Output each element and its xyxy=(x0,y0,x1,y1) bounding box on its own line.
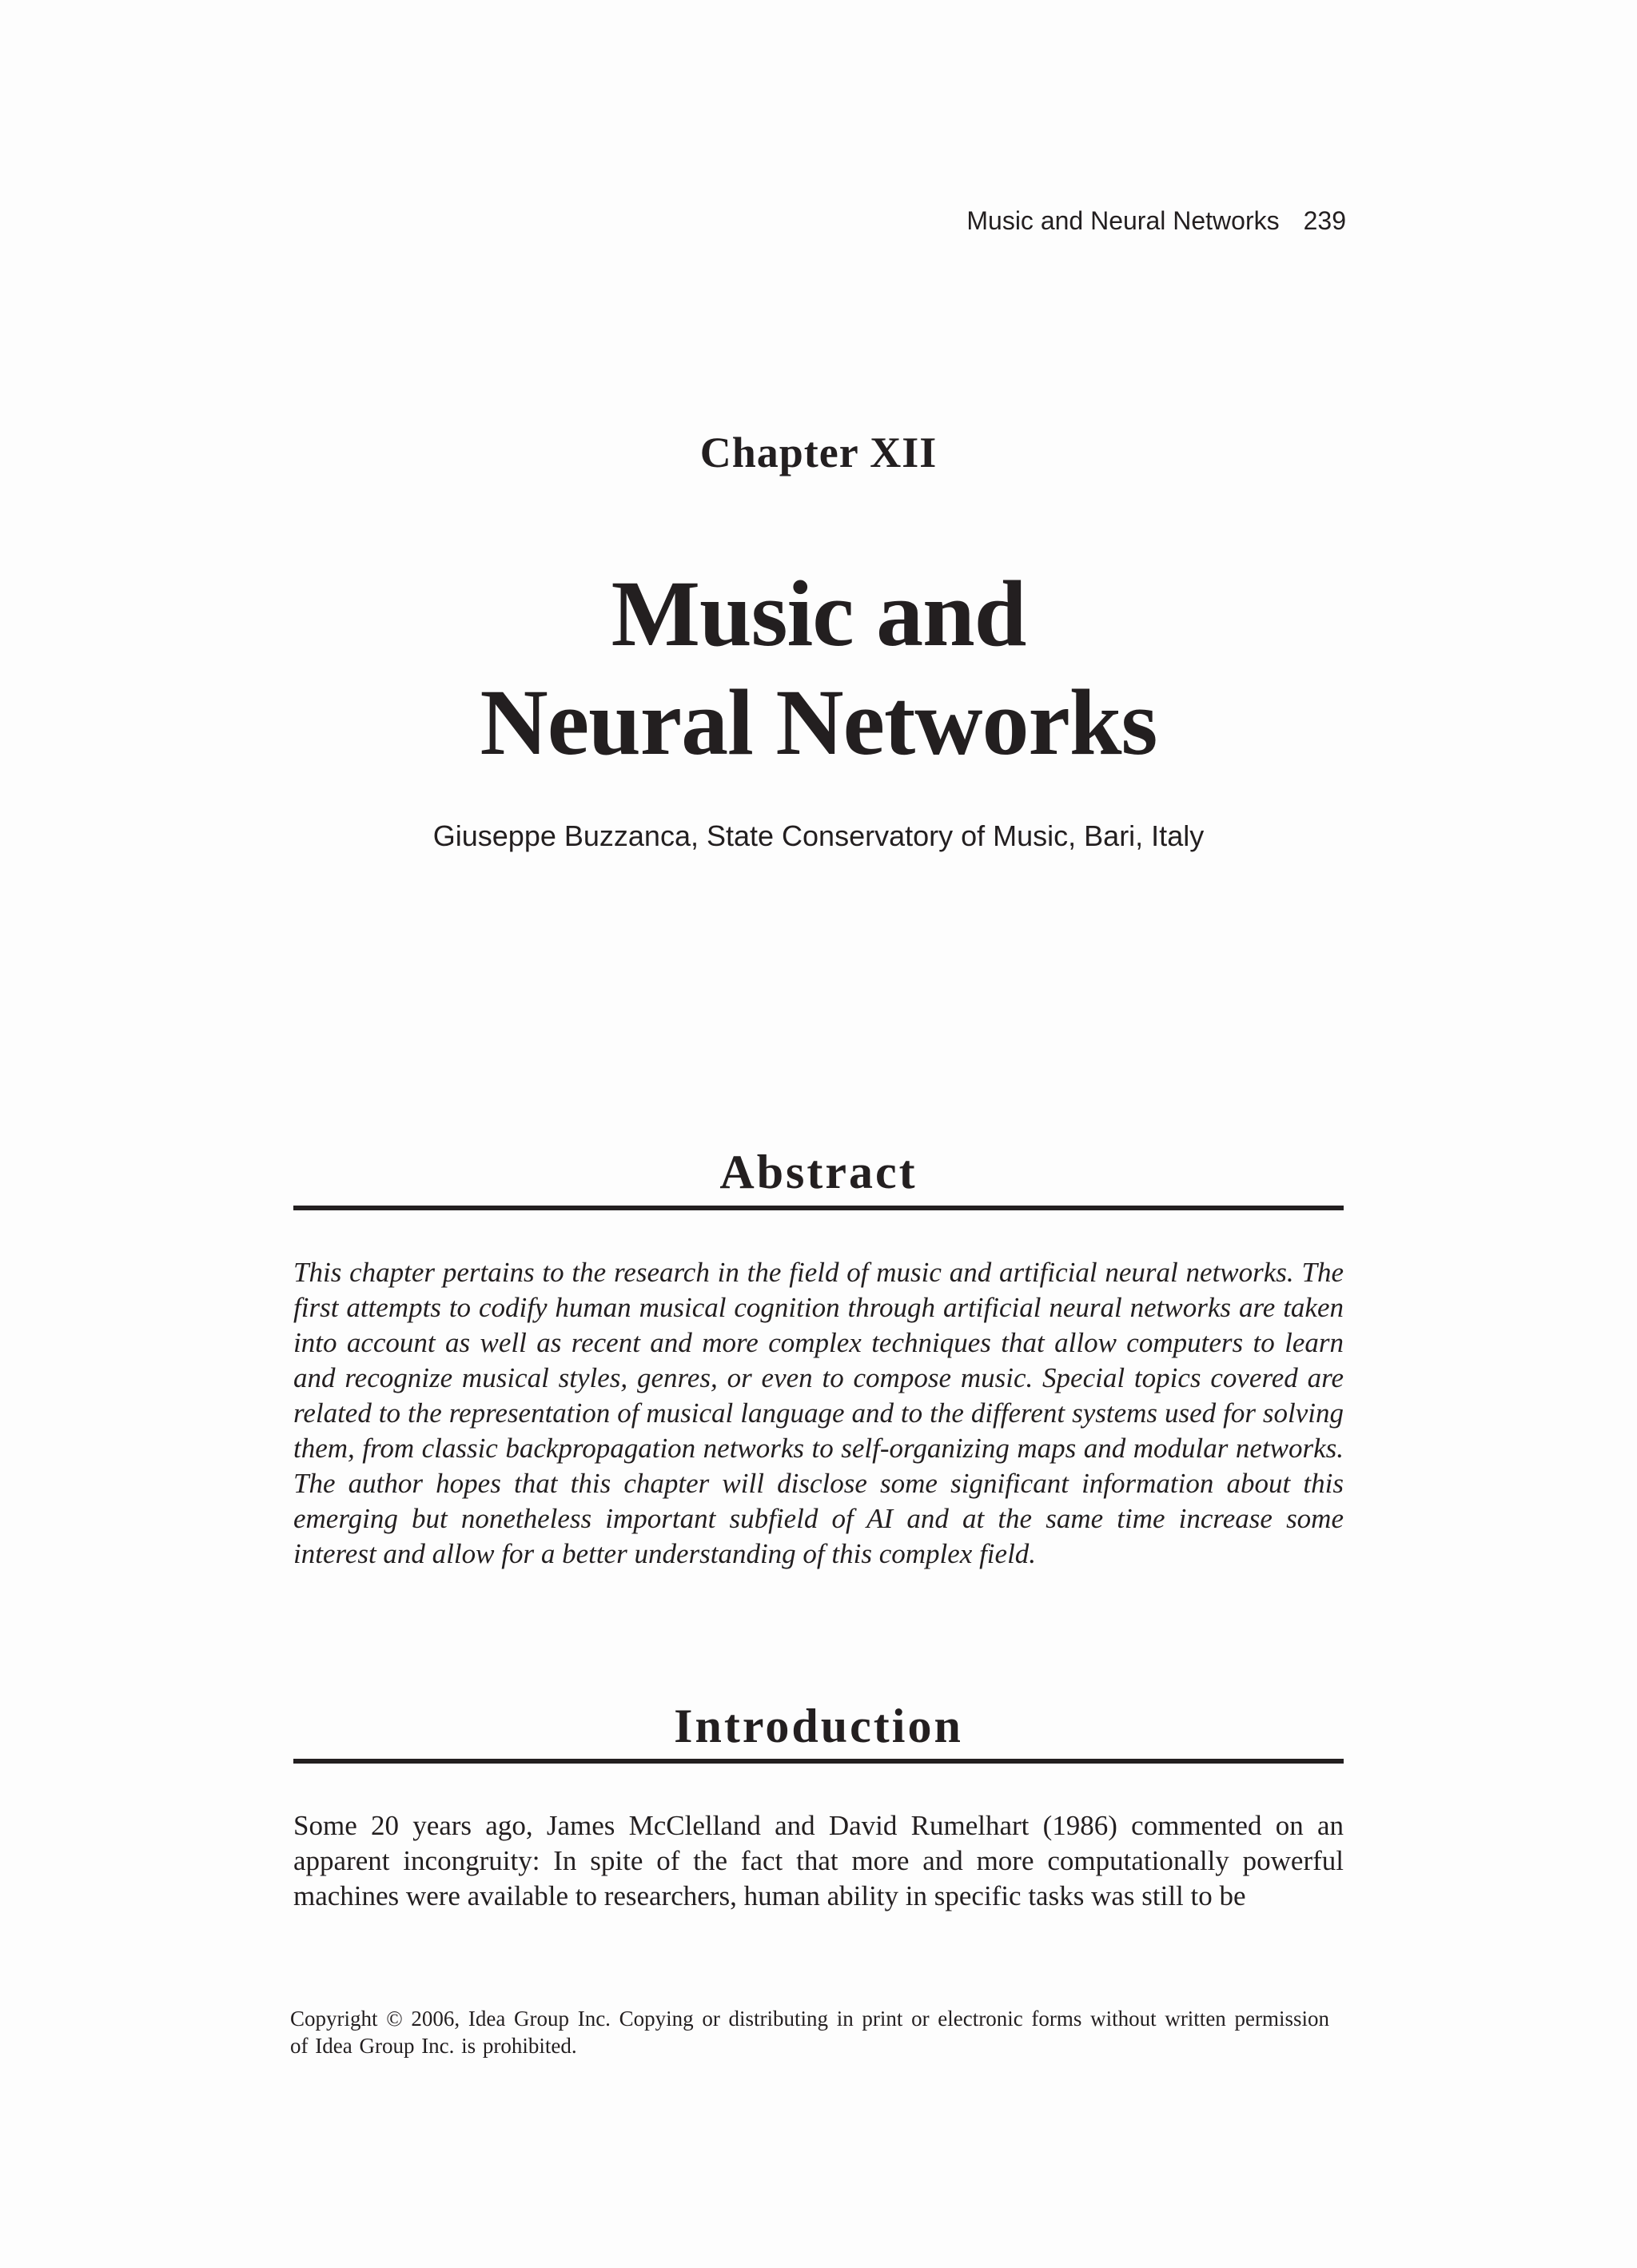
introduction-text: Some 20 years ago, James McClelland and David Rumelhart (1986) commented on an apparent incongruity: In spite of the fact that more and more computationally powerful machines were available to researchers, human ability in specific tasks was still to be xyxy=(293,1810,1344,1911)
chapter-title-line-1: Music and xyxy=(611,561,1026,666)
author-affiliation: Giuseppe Buzzanca, State Conservatory of Music, Bari, Italy xyxy=(432,819,1205,852)
chapter-title xyxy=(0,560,1637,777)
copyright-notice: Copyright © 2006, Idea Group Inc. Copying or distributing in print or electronic forms without written permission of Idea Group Inc. is prohibited. xyxy=(290,2007,1329,2058)
abstract-text: This chapter pertains to the research in the field of music and artificial neural networks. The first attempts to codify human musical cognition through artificial neural networks are taken into account as well as recent and more complex techniques that allow computers to learn and recognize musical styles, genres, or even to compose music. Special topics covered are related to the representation of musical language and to the different systems used for solving them, from classic backpropagation networks to self-organizing maps and modular networks. The author hopes that this chapter will disclose some significant information about this emerging but nonetheless important subfield of AI and at the same time increase some interest and allow for a better understanding of this complex field. xyxy=(293,1257,1344,1569)
running-head-title: Music and Neural Networks xyxy=(966,206,1280,235)
chapter-title-line-2: Neural Networks xyxy=(480,670,1157,775)
introduction-rule xyxy=(293,1759,1344,1764)
running-head xyxy=(966,206,1346,236)
introduction-heading: Introduction xyxy=(674,1700,963,1752)
chapter-label: Chapter XII xyxy=(699,428,938,476)
page-number: 239 xyxy=(1303,206,1346,235)
abstract-heading: Abstract xyxy=(719,1146,918,1198)
abstract-rule xyxy=(293,1206,1344,1210)
